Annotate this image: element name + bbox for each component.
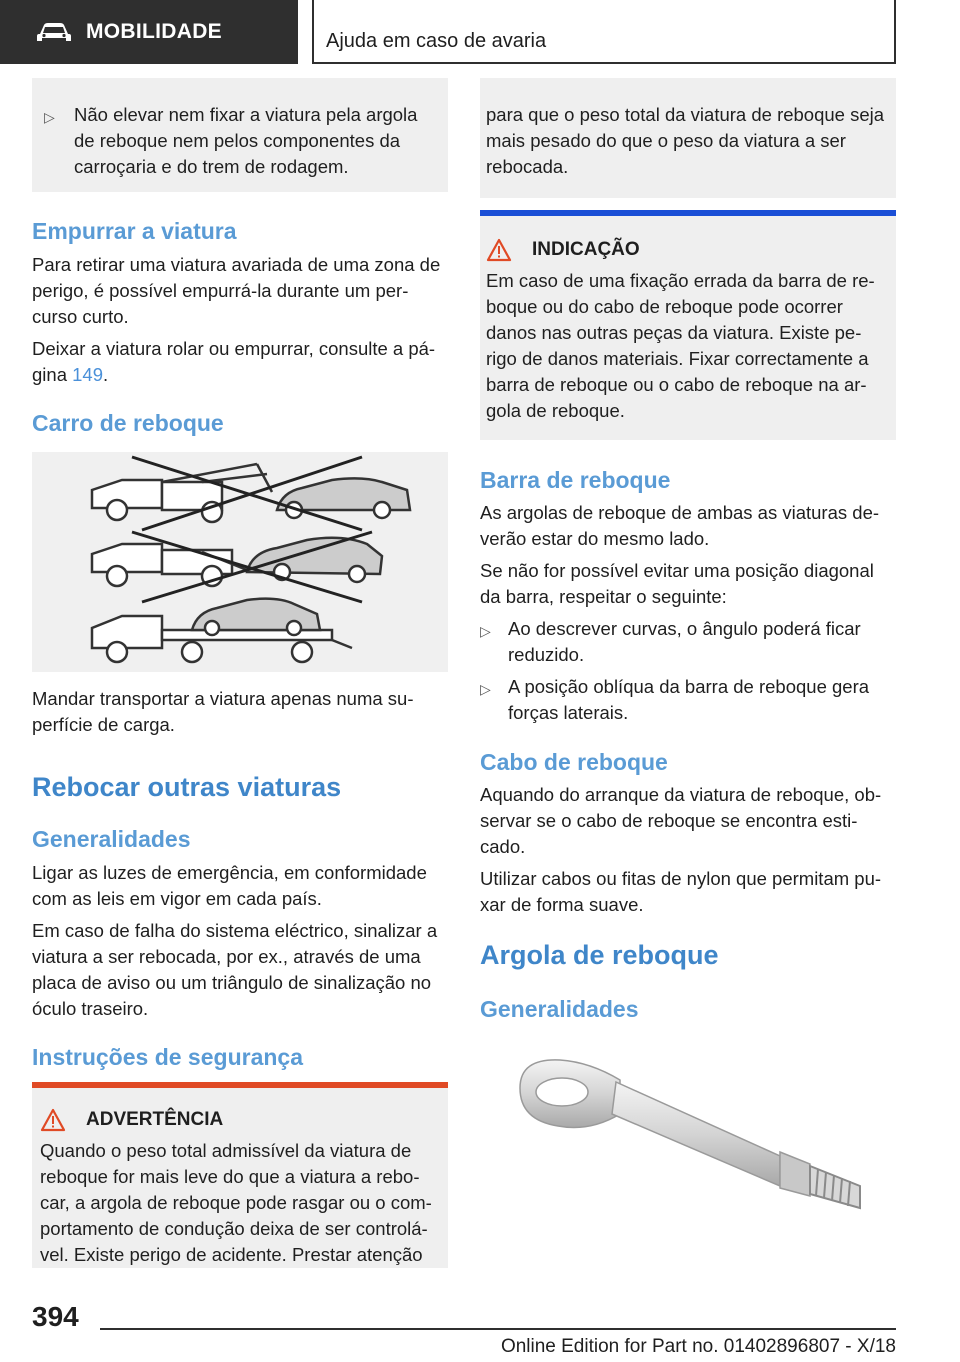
edition-text: Online Edition for Part no. 01402896807 - X/18: [500, 1336, 896, 1357]
header-divider: [312, 0, 314, 64]
notice-box: [480, 210, 896, 440]
list-item: ▷ A posição oblíqua da barra de reboque gera forças laterais.: [480, 674, 896, 726]
general-paragraph-1: Ligar as luzes de emergência, em conformidade com as leis em vigor em cada país.: [32, 862, 427, 909]
warning-title: ADVERTÊNCIA: [86, 1109, 224, 1130]
tow-cable-paragraph-1: Aquando do arranque da viatura de reboque, ob-servar se o cabo de reboque se encontra esti-cado.: [480, 784, 882, 857]
warning-continuation: para que o peso total da viatura de reboque seja mais pesado do que o peso da viatura a ser rebocada.: [480, 78, 896, 198]
car-icon: [36, 20, 72, 44]
footer-divider: [100, 1328, 896, 1330]
subheading-safety: Instruções de segurança: [32, 1044, 303, 1070]
section-heading-tow-truck: Carro de reboque: [32, 410, 224, 436]
bullet-triangle-icon: ▷: [480, 681, 491, 697]
push-paragraph-1: Para retirar uma viatura avariada de uma zona de perigo, é possível empurrá-la durante um per-curso curto.: [32, 254, 441, 327]
warning-triangle-icon: [40, 1108, 66, 1132]
tow-eye-illustration: [480, 1036, 896, 1266]
bullet-triangle-icon: ▷: [44, 109, 55, 125]
section-heading-tow-eye: Argola de reboque: [480, 940, 719, 970]
notice-title: INDICAÇÃO: [532, 239, 640, 260]
page-link[interactable]: 149: [72, 364, 103, 385]
warning-box: [32, 1082, 448, 1268]
section-heading-tow-bar: Barra de reboque: [480, 467, 671, 493]
warning-body: [32, 1088, 448, 1268]
tow-bar-paragraph-2: Se não for possível evitar uma posição diagonal da barra, respeitar o seguinte:: [480, 560, 874, 607]
section-heading-tow-others: Rebocar outras viaturas: [32, 772, 342, 802]
tow-truck-illustration: [32, 452, 448, 672]
notice-text: Em caso de uma fixação errada da barra de re-boque ou do cabo de reboque pode ocorrer danos nas outras peças da viatura. Existe pe-rigo de danos materiais. Fixar correctamente a barra de reboque ou o cabo de reboque na ar-gola de reboque.: [486, 270, 875, 421]
general-paragraph-2: Em caso de falha do sistema eléctrico, sinalizar a viatura a ser rebocada, por ex., através de uma placa de aviso ou um triângulo de sinalização no óculo traseiro.: [32, 920, 438, 1019]
tow-truck-caption: Mandar transportar a viatura apenas numa su-perfície de carga.: [32, 688, 414, 735]
subheading-eye-general: Generalidades: [480, 996, 639, 1022]
top-note-box: [32, 78, 448, 192]
tow-bar-paragraph-1: As argolas de reboque de ambas as viaturas de-verão estar do mesmo lado.: [480, 502, 880, 549]
warning-text: Quando o peso total admissível da viatura de reboque for mais leve do que a viatura a rebo-car, a argola de reboque pode rasgar ou o com-portamento de condução deixa de ser controlá-vel. Existe perigo de acidente. Prestar atenção: [40, 1140, 432, 1265]
header-tab: [0, 0, 298, 64]
page-title: Ajuda em caso de avaria: [326, 30, 547, 52]
notice-body: [480, 216, 896, 440]
list-item: ▷ Não elevar nem fixar a viatura pela argola de reboque nem pelos componentes da carroçaria e do trem de rodagem.: [44, 102, 436, 180]
subheading-general: Generalidades: [32, 826, 191, 852]
section-heading-push: Empurrar a viatura: [32, 218, 237, 244]
page-number: 394: [32, 1301, 79, 1332]
section-tab-label: MOBILIDADE: [86, 20, 222, 43]
bullet-triangle-icon: ▷: [480, 623, 491, 639]
section-heading-tow-cable: Cabo de reboque: [480, 749, 668, 775]
notice-triangle-icon: [486, 238, 512, 262]
push-paragraph-2: Deixar a viatura rolar ou empurrar, consulte a pá-gina 149.: [32, 338, 436, 385]
list-item: ▷ Ao descrever curvas, o ângulo poderá ficar reduzido.: [480, 616, 896, 668]
tow-cable-paragraph-2: Utilizar cabos ou fitas de nylon que permitam pu-xar de forma suave.: [480, 868, 882, 915]
